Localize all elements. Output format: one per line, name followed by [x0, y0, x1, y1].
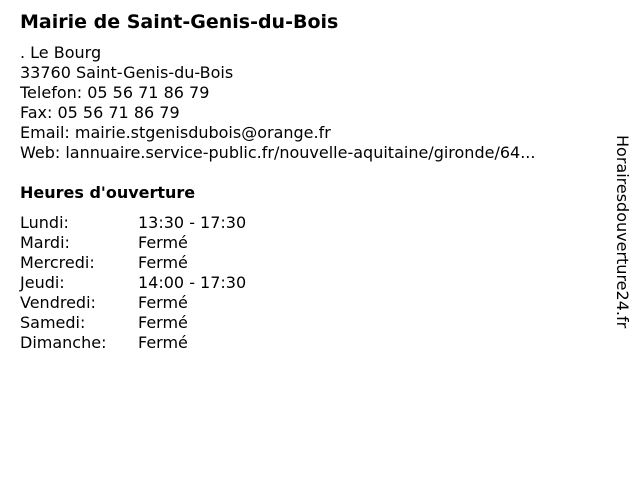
email-line: Email: mairie.stgenisdubois@orange.fr — [20, 123, 331, 142]
contact-info — [20, 43, 535, 163]
day-label: Vendredi: — [20, 293, 96, 312]
day-hours: Fermé — [138, 313, 188, 332]
hours-heading: Heures d'ouverture — [20, 183, 196, 202]
address-city: 33760 Saint-Genis-du-Bois — [20, 63, 234, 82]
day-hours: Fermé — [138, 253, 188, 272]
day-hours: Fermé — [138, 293, 188, 312]
day-hours: 13:30 - 17:30 — [138, 213, 247, 232]
day-hours: Fermé — [138, 333, 188, 352]
site-brand-vertical: Horairesdouverture24.fr — [613, 135, 632, 329]
day-label: Samedi: — [20, 313, 86, 332]
web-line: Web: lannuaire.service-public.fr/nouvelle-aquitaine/gironde/64... — [20, 143, 536, 162]
day-label: Dimanche: — [20, 333, 107, 352]
phone-line: Telefon: 05 56 71 86 79 — [20, 83, 210, 102]
day-hours: Fermé — [138, 233, 188, 252]
fax-line: Fax: 05 56 71 86 79 — [20, 103, 180, 122]
address-street: . Le Bourg — [20, 43, 102, 62]
day-label: Lundi: — [20, 213, 69, 232]
page-title: Mairie de Saint-Genis-du-Bois — [20, 11, 339, 33]
day-label: Jeudi: — [20, 273, 65, 292]
day-label: Mardi: — [20, 233, 70, 252]
day-hours: 14:00 - 17:30 — [138, 273, 247, 292]
day-label: Mercredi: — [20, 253, 95, 272]
